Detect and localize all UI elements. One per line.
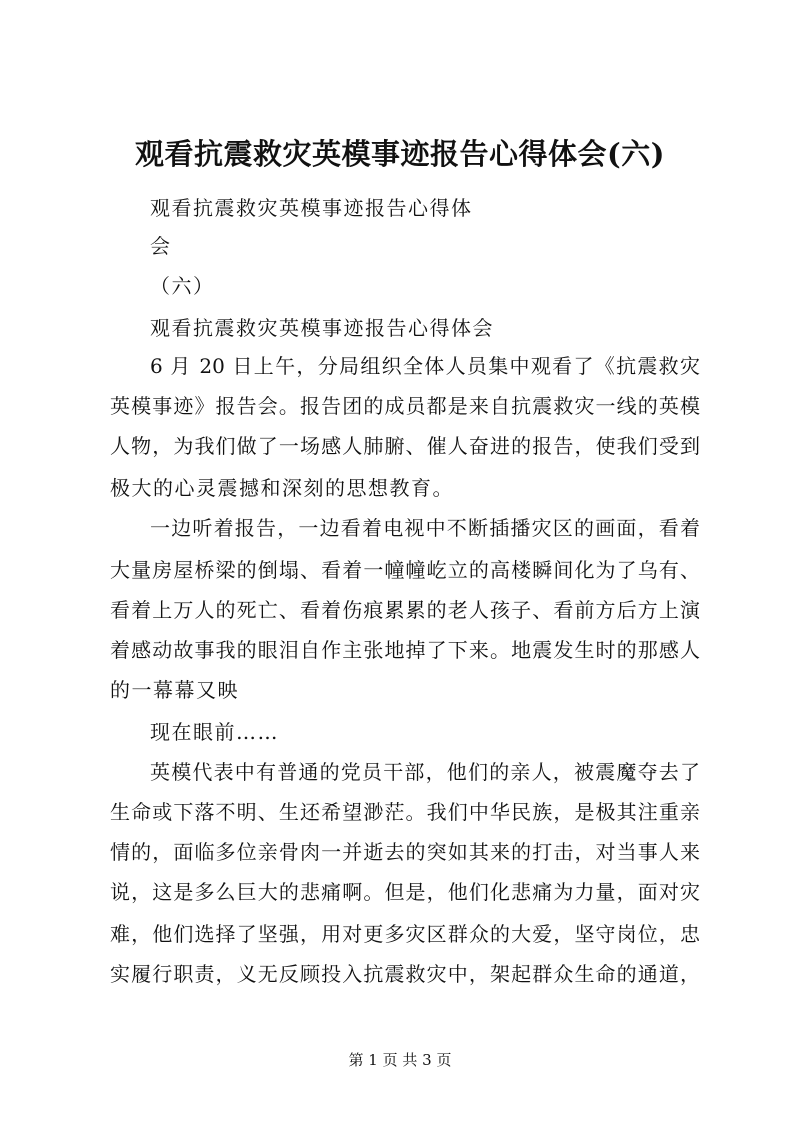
paragraph-3-line: 现在眼前…… [150, 720, 279, 744]
paragraph-1-line: 极大的心灵震撼和深刻的思想教育。 [110, 476, 454, 500]
subtitle-line-2: 会 [150, 234, 172, 258]
paragraph-2-line: 的一幕幕又映 [110, 678, 239, 702]
paragraph-2-line: 大量房屋桥梁的倒塌、看着一幢幢屹立的高楼瞬间化为了乌有、 [110, 558, 700, 582]
paragraph-1-line: 6 月 20 日上午，分局组织全体人员集中观看了《抗震救灾 [150, 354, 700, 378]
paragraph-2-line: 看着上万人的死亡、看着伤痕累累的老人孩子、看前方后方上演 [110, 598, 700, 622]
paragraph-2-line: 着感动故事我的眼泪自作主张地掉了下来。地震发生时的那感人 [110, 638, 700, 662]
paragraph-4-line: 情的，面临多位亲骨肉一并逝去的突如其来的打击，对当事人来 [110, 840, 700, 864]
subtitle-line-3: （六） [150, 274, 215, 298]
paragraph-2-line: 一边听着报告，一边看着电视中不断插播灾区的画面，看着 [150, 516, 700, 540]
paragraph-1-line: 英模事迹》报告会。报告团的成员都是来自抗震救灾一线的英模 [110, 394, 700, 418]
page-footer: 第 1 页 共 3 页 [348, 1051, 452, 1069]
subtitle-line-1: 观看抗震救灾英模事迹报告心得体 [150, 196, 473, 220]
paragraph-4-line: 生命或下落不明、生还希望渺茫。我们中华民族，是极其注重亲 [110, 800, 700, 824]
section-heading: 观看抗震救灾英模事迹报告心得体会 [150, 316, 494, 340]
paragraph-4-line: 难，他们选择了坚强，用对更多灾区群众的大爱，坚守岗位，忠 [110, 922, 700, 946]
paragraph-1-line: 人物，为我们做了一场感人肺腑、催人奋进的报告，使我们受到 [110, 434, 700, 458]
document-title: 观看抗震救灾英模事迹报告心得体会(六) [135, 137, 665, 171]
paragraph-4-line: 说，这是多么巨大的悲痛啊。但是，他们化悲痛为力量，面对灾 [110, 880, 700, 904]
paragraph-4-line: 英模代表中有普通的党员干部，他们的亲人，被震魔夺去了 [150, 760, 700, 784]
paragraph-4-line: 实履行职责，义无反顾投入抗震救灾中，架起群众生命的通道， [110, 962, 700, 986]
